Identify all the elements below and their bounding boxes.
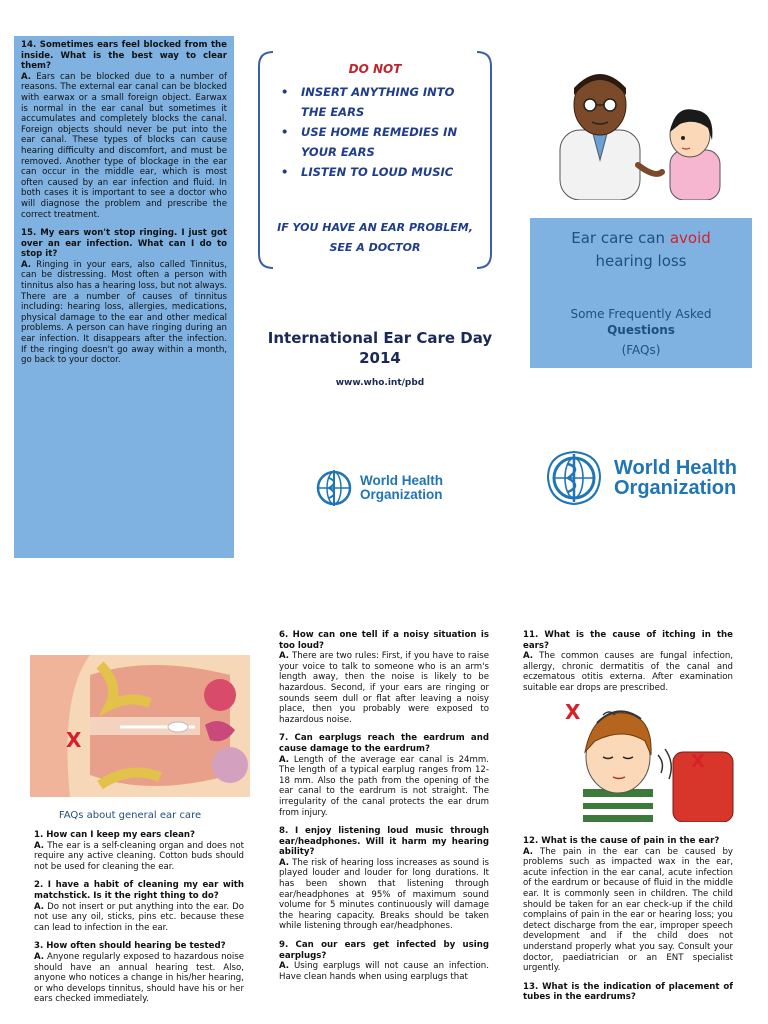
cover-sub2: Questions (607, 323, 675, 337)
do-not-title: DO NOT (348, 62, 402, 76)
faq-15: 15. My ears won't stop ringing. I just got over an ear infection. What can I do to stop it? A. Ringing in your ears, also called Tinnitus, can be distressing. Most often a person with tinnitus also has a hearing loss, but not always. There are a number of causes of tinnitus including: hearing loss, allergies, medications, physical damage to the ear and other medical problems. A person can have ringing during an ear infection. It disappears after the infection. If the ringing doesn't go away within a month, go back to your doctor. (21, 228, 227, 366)
question: 15. My ears won't stop ringing. I just got over an ear infection. What can I do to stop it? (21, 228, 227, 260)
faq-3: 3. How often should hearing be tested? A. Anyone regularly exposed to hazardous noise should have an annual hearing test. Also, anyone who notices a change in his/her hearing, or who develops tinnitus, should have his or her ears checked immediately. (34, 941, 245, 1005)
cover-title-accent: avoid (669, 229, 711, 247)
x-mark: X (66, 728, 82, 752)
who-emblem-icon (542, 448, 606, 508)
do-not-box (255, 50, 495, 270)
faq-bottom-right (523, 836, 733, 1011)
event-block (250, 328, 510, 388)
faq-13: 13. What is the indication of placement of tubes in the eardrums? (523, 981, 733, 1003)
faq-1: 1. How can I keep my ears clean? A. The ear is a self-cleaning organ and does not require any active cleaning. Cotton buds should not be used for cleaning the ear. (34, 830, 244, 872)
event-year: 2014 (359, 349, 401, 367)
cover-title-pre: Ear care can (571, 229, 670, 247)
answer: Ringing in your ears, also called Tinnitus, can be distressing. Most often a person with tinnitus also has a hearing loss, but not always. There are a number of causes of tinnitus including: hearing loss, allergies, medications, physical damage to the ear and other medical problems. A person can have ringing during an ear infection. It disappears after the infection. If the ringing doesn't go away within a month, go back to your doctor. (21, 259, 227, 366)
x-mark: X (565, 700, 581, 724)
who-name-line2: Organization (360, 486, 443, 502)
faq-bottom-left (34, 830, 244, 1013)
boy-headphones-illustration (523, 697, 741, 822)
who-emblem-icon (314, 468, 354, 508)
do-not-footer: IF YOU HAVE AN EAR PROBLEM, SEE A DOCTOR (277, 221, 473, 254)
answer: Ears can be blocked due to a number of reasons. The external ear canal can be blocked with earwax or a small foreign object. Earwax is normal in the ear canal but sometimes it accumulates and completely blocks the canal. Foreign objects should never be put into the ear canal. These types of blocks can cause hearing difficulty and discomfort, and must be removed. Another type of blockage in the ear can occur in the middle ear, which is most often caused by an ear infection and fluid. In both cases it is important to see a doctor who will diagnose the problem and prescribe the correct treatment. (21, 71, 228, 220)
faq-7: 7. Can earplugs reach the eardrum and cause damage to the eardrum? A. Length of the average ear canal is 24mm. The length of a typical earplug ranges from 12-18 mm. Also the path from the opening of the ear canal to the eardrum is not straight. The irregularity of the canal protects the ear drum from injury. (279, 733, 489, 818)
faq-9: 9. Can our ears get infected by using earplugs? A. Using earplugs will not cause an infection. Have clean hands when using earplugs that (279, 940, 489, 982)
faq-bottom-middle (279, 630, 489, 990)
who-name-line1: World Health (360, 473, 444, 488)
faq-6: 6. How can one tell if a noisy situation is too loud? A. There are two rules: First, if you have to raise your voice to talk to someone who is an arm's length away, then the noise is likely to be hazardous. Second, if your ears are ringing or sounds seem dull or flat after leaving a noisy place, then you probably were exposed to hazardous noise. (279, 630, 489, 725)
ear-anatomy-illustration (30, 655, 250, 797)
faq-2: 2. I have a habit of cleaning my ear with matchstick. Is it the right thing to do? A. Do not insert or put anything into the ear. Do not use any oil, sticks, pins etc. because these can lead to infection in the ear. (34, 880, 244, 933)
do-not-item: • LISTEN TO LOUD MUSIC (281, 165, 454, 179)
ear-section-title: FAQs about general ear care (58, 810, 202, 821)
faq-11: 11. What is the cause of itching in the ears? A. The common causes are fungal infection, allergy, chronic dermatitis of the canal and eczematous otitis externa. After examination suitable ear drops are prescribed. (523, 630, 734, 693)
faq-12: 12. What is the cause of pain in the ear? A. The pain in the ear can be caused by problems such as impacted wax in the ear, acute infection in the ear canal, acute infection of the eardrum or because of fluid in the middle ear. It is commonly seen in children. The child should be taken for an ear check-up if the child complains of pain in the ear or hearing loss; you detect discharge from the ear, improper speech development and if the child does not understand properly what you say. Consult your doctor, paediatrician or an ENT specialist urgently. (523, 836, 733, 974)
faq-14: 14. Sometimes ears feel blocked from the inside. What is the best way to clear them? A. Ears can be blocked due to a number of reasons. The external ear canal can be blocked with earwax or a small foreign object. Earwax is normal in the ear canal but sometimes it accumulates and completely blocks the canal. Foreign objects should never be put into the ear canal. These types of blocks can cause hearing difficulty and discomfort, and must be removed. Another type of blockage in the ear can occur in the middle ear, which is most often caused by an ear infection and fluid. In both cases it is important to see a doctor who will diagnose the problem and prescribe the correct treatment. (21, 40, 228, 220)
who-name-line2: Organization (614, 477, 737, 499)
faq-panel-left (14, 36, 234, 558)
cover-sub3: (FAQs) (621, 343, 661, 357)
who-logo-mid (314, 468, 464, 508)
do-not-item: • USE HOME REMEDIES IN YOUR EARS (281, 125, 458, 159)
event-title: International Ear Care Day (267, 329, 493, 347)
cover-title-box (530, 218, 752, 368)
cover-sub1: Some Frequently Asked (570, 307, 712, 321)
who-name-line1: World Health (614, 457, 737, 479)
doctor-child-illustration (530, 60, 750, 200)
question: 14. Sometimes ears feel blocked from the inside. What is the best way to clear them? (21, 40, 227, 72)
do-not-item: • INSERT ANYTHING INTO THE EARS (281, 85, 455, 119)
cover-title-line2: hearing loss (595, 252, 687, 270)
event-url[interactable]: www.who.int/pbd (335, 378, 425, 388)
x-mark: X (691, 751, 705, 772)
faq-8: 8. I enjoy listening loud music through ear/headphones. Will it harm my hearing ability? A. The risk of hearing loss increases as sound is played louder and louder for long durations. It has been shown that listening through ear/headphones at 95% of maximum sound volume for 5 minutes continuously will damage the hearing capacity. Breaks should be taken while listening through ear/headphones. (279, 826, 490, 932)
who-logo-right (542, 448, 742, 508)
